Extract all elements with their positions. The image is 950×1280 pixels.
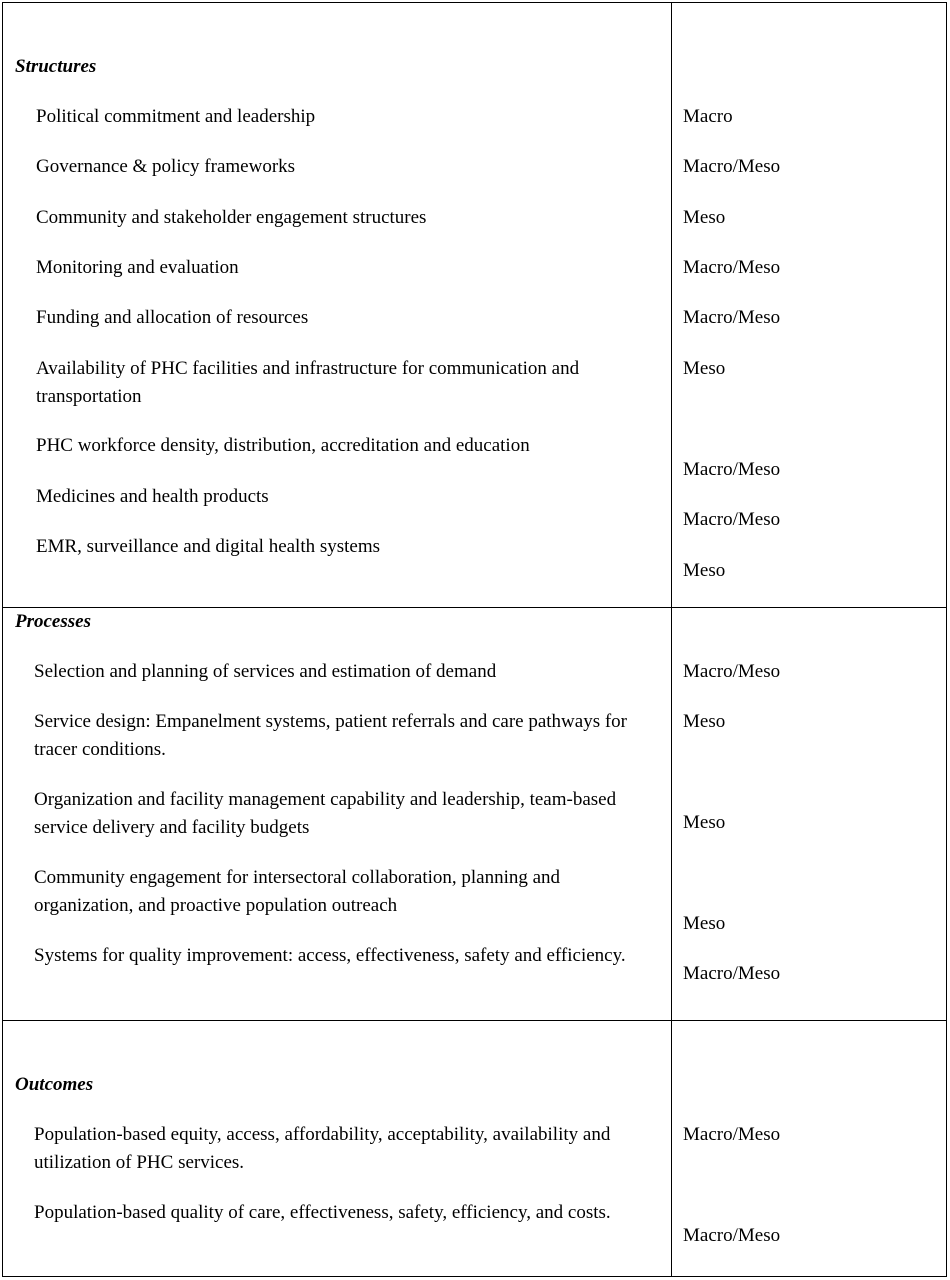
- item-label: EMR, surveillance and digital health systems: [36, 536, 381, 557]
- item-level: Meso: [683, 913, 726, 934]
- item-label: Funding and allocation of resources: [36, 307, 309, 328]
- item-label: Population-based equity, access, affordability, acceptability, availability and utilization of PHC services.: [34, 1124, 611, 1173]
- item-level: Macro/Meso: [683, 156, 781, 177]
- item-label: Service design: Empanelment systems, patient referrals and care pathways for tracer conditions.: [34, 711, 628, 760]
- item-level: Meso: [683, 358, 726, 379]
- item-level: Macro/Meso: [683, 661, 781, 682]
- section-heading-processes: Processes: [15, 611, 91, 632]
- item-label: Organization and facility management capability and leadership, team-based service delivery and facility budgets: [34, 789, 617, 838]
- item-label: PHC workforce density, distribution, accreditation and education: [36, 435, 530, 456]
- item-level: Macro/Meso: [683, 307, 781, 328]
- item-label: Monitoring and evaluation: [36, 257, 239, 278]
- item-label: Governance & policy frameworks: [36, 156, 296, 177]
- column-divider: [671, 3, 672, 1276]
- item-level: Meso: [683, 560, 726, 581]
- item-level: Macro/Meso: [683, 1225, 781, 1246]
- row-divider-processes: [3, 607, 946, 608]
- item-level: Macro/Meso: [683, 459, 781, 480]
- item-level: Macro/Meso: [683, 1124, 781, 1145]
- item-label: Selection and planning of services and estimation of demand: [34, 661, 497, 682]
- item-level: Meso: [683, 812, 726, 833]
- item-label: Medicines and health products: [36, 486, 269, 507]
- item-label: Community and stakeholder engagement structures: [36, 207, 427, 228]
- section-heading-structures: Structures: [15, 56, 97, 77]
- item-level: Macro/Meso: [683, 257, 781, 278]
- item-label: Availability of PHC facilities and infrastructure for communication and transportation: [36, 358, 580, 407]
- item-label: Systems for quality improvement: access, effectiveness, safety and efficiency.: [34, 945, 626, 966]
- item-level: Macro/Meso: [683, 963, 781, 984]
- item-level: Meso: [683, 711, 726, 732]
- framework-table: [2, 2, 947, 1277]
- item-label: Political commitment and leadership: [36, 106, 316, 127]
- item-level: Macro/Meso: [683, 509, 781, 530]
- row-divider-outcomes: [3, 1020, 946, 1021]
- item-level: Meso: [683, 207, 726, 228]
- item-level: Macro: [683, 106, 733, 127]
- item-label: Community engagement for intersectoral collaboration, planning and organization, and proactive population outreach: [34, 867, 561, 916]
- section-heading-outcomes: Outcomes: [15, 1074, 94, 1095]
- item-label: Population-based quality of care, effectiveness, safety, efficiency, and costs.: [34, 1202, 611, 1223]
